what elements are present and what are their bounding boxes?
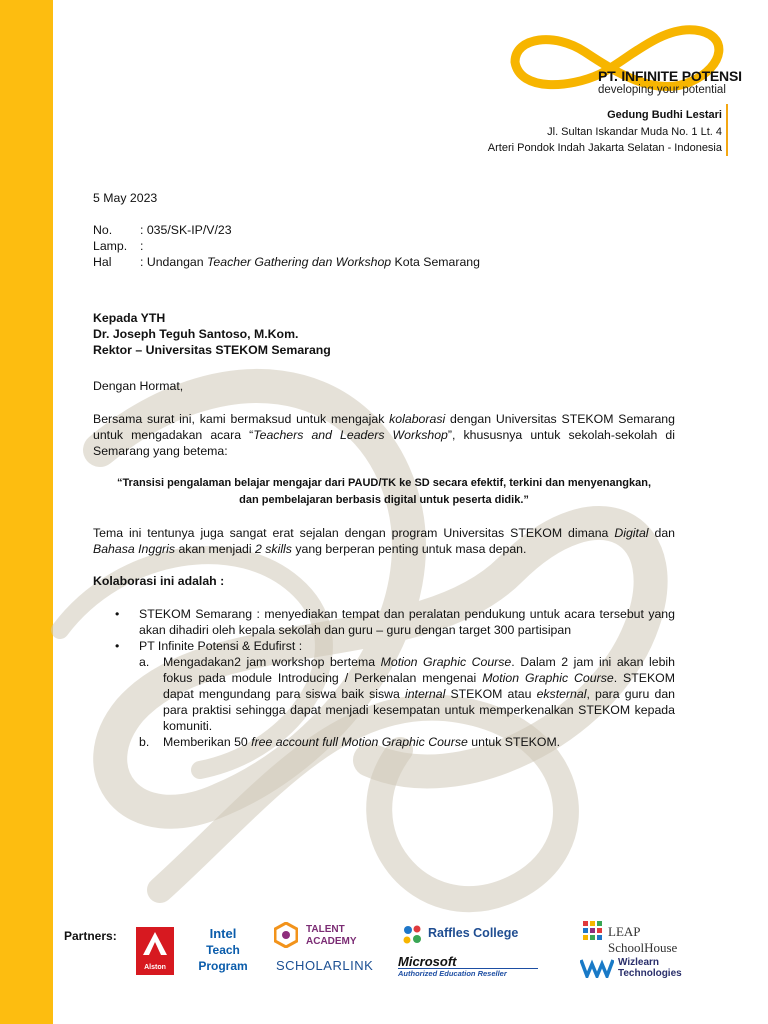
leap-grid-icon bbox=[582, 920, 604, 944]
hexagon-icon bbox=[274, 922, 298, 948]
leap-schoolhouse-logo bbox=[582, 920, 712, 955]
ref-value: : bbox=[140, 239, 144, 253]
address-line-3: Arteri Pondok Indah Jakarta Selatan - Indonesia bbox=[487, 142, 722, 154]
raffles-text: Raffles College bbox=[428, 926, 519, 940]
scholarlink-logo: SCHOLARLINK bbox=[276, 958, 374, 973]
recipient-line: Dr. Joseph Teguh Santoso, M.Kom. bbox=[93, 327, 299, 341]
address-line-1: Gedung Budhi Lestari bbox=[607, 109, 722, 121]
list-item bbox=[93, 638, 675, 654]
wizlearn-w-icon bbox=[580, 958, 614, 978]
talent-academy-text: TALENT ACADEMY bbox=[306, 924, 357, 947]
bullet-text: PT Infinite Potensi & Edufirst : bbox=[139, 639, 303, 653]
raffles-dots-icon bbox=[402, 924, 424, 946]
sub-list-item bbox=[93, 734, 675, 750]
company-address bbox=[488, 107, 722, 157]
company-name: PT. INFINITE POTENSI bbox=[598, 68, 742, 84]
quote-line: dan pembelajaran berbasis digital untuk peserta didik.” bbox=[239, 494, 529, 506]
ref-row-attachment bbox=[93, 238, 675, 254]
sub-item-label: b. bbox=[139, 735, 150, 749]
recipient-line: Rektor – Universitas STEKOM Semarang bbox=[93, 343, 331, 357]
intel-text: Intel bbox=[209, 926, 237, 941]
ref-value: : Undangan Teacher Gathering dan Workshop Kota Semarang bbox=[140, 255, 480, 269]
company-tagline: developing your potential bbox=[598, 84, 726, 96]
ref-key: Lamp. bbox=[93, 239, 128, 253]
alston-a-icon bbox=[136, 927, 174, 959]
recipient-line: Kepada YTH bbox=[93, 311, 166, 325]
sub-list-item bbox=[93, 654, 675, 734]
ref-row-subject bbox=[93, 254, 675, 270]
collaboration-heading: Kolaborasi ini adalah : bbox=[93, 574, 225, 588]
recipient-block bbox=[93, 310, 675, 358]
paragraph-intro: Bersama surat ini, kami bermaksud untuk mengajak kolaborasi dengan Universitas STEKOM Semarang untuk mengadakan acara “Teachers and Leaders Workshop”, khususnya untuk sekolah-sekolah di Semarang yang betema: bbox=[93, 412, 675, 458]
sub-item-text: Mengadakan2 jam workshop bertema Motion Graphic Course. Dalam 2 jam ini akan lebih fokus pada module Introducing / Perkenalan mengenai Motion Graphic Course. STEKOM dapat mengundang para siswa baik siswa internal STEKOM atau eksternal, para guru dan para praktisi sehingga dapat menjadi kesempatan untuk memperkenalkan STEKOM kepada komuniti. bbox=[163, 655, 675, 733]
address-line-2: Jl. Sultan Iskandar Muda No. 1 Lt. 4 bbox=[547, 125, 722, 138]
letter-date: 5 May 2023 bbox=[93, 191, 158, 205]
collaboration-list bbox=[93, 606, 675, 750]
sub-item-text: Memberikan 50 free account full Motion Graphic Course untuk STEKOM. bbox=[163, 735, 561, 749]
program-text: Program bbox=[198, 959, 248, 973]
intel-teach-logo bbox=[194, 926, 252, 974]
salutation: Dengan Hormat, bbox=[93, 379, 184, 393]
microsoft-sub-text: Authorized Education Reseller bbox=[398, 968, 538, 978]
alston-logo bbox=[136, 927, 174, 975]
microsoft-logo bbox=[398, 955, 543, 978]
theme-quote bbox=[93, 475, 675, 509]
wizlearn-logo bbox=[580, 956, 700, 980]
ref-value: : 035/SK-IP/V/23 bbox=[140, 223, 232, 237]
bullet-icon: • bbox=[115, 639, 120, 653]
alston-text: Alston bbox=[144, 964, 166, 971]
sub-item-label: a. bbox=[139, 655, 150, 669]
paragraph-theme: Tema ini tentunya juga sangat erat sejalan dengan program Universitas STEKOM dimana Digital dan Bahasa Inggris akan menjadi 2 skills yang berperan penting untuk masa depan. bbox=[93, 526, 675, 556]
raffles-college-logo bbox=[402, 924, 532, 948]
list-item bbox=[93, 606, 675, 638]
bullet-icon: • bbox=[115, 607, 120, 621]
talent-academy-logo bbox=[274, 922, 374, 952]
bullet-text: STEKOM Semarang : menyediakan tempat dan peralatan pendukung untuk acara tersebut yang akan dihadiri oleh kepala sekolah dan guru – guru dengan target 300 partisipan bbox=[139, 607, 675, 637]
quote-line: “Transisi pengalaman belajar mengajar dari PAUD/TK ke SD secara efektif, terkini dan menyenangkan, bbox=[116, 477, 652, 489]
ref-key: No. bbox=[93, 223, 113, 237]
leap-text: LEAP SchoolHouse bbox=[608, 924, 678, 955]
address-rule bbox=[726, 104, 728, 156]
ref-key: Hal bbox=[93, 255, 112, 269]
microsoft-text: Microsoft bbox=[398, 954, 457, 969]
wizlearn-text: Wizlearn Technologies bbox=[618, 957, 682, 979]
ref-row-number bbox=[93, 222, 675, 238]
teach-text: Teach bbox=[206, 943, 240, 957]
partners-label: Partners: bbox=[64, 929, 117, 943]
reference-block bbox=[93, 222, 675, 270]
